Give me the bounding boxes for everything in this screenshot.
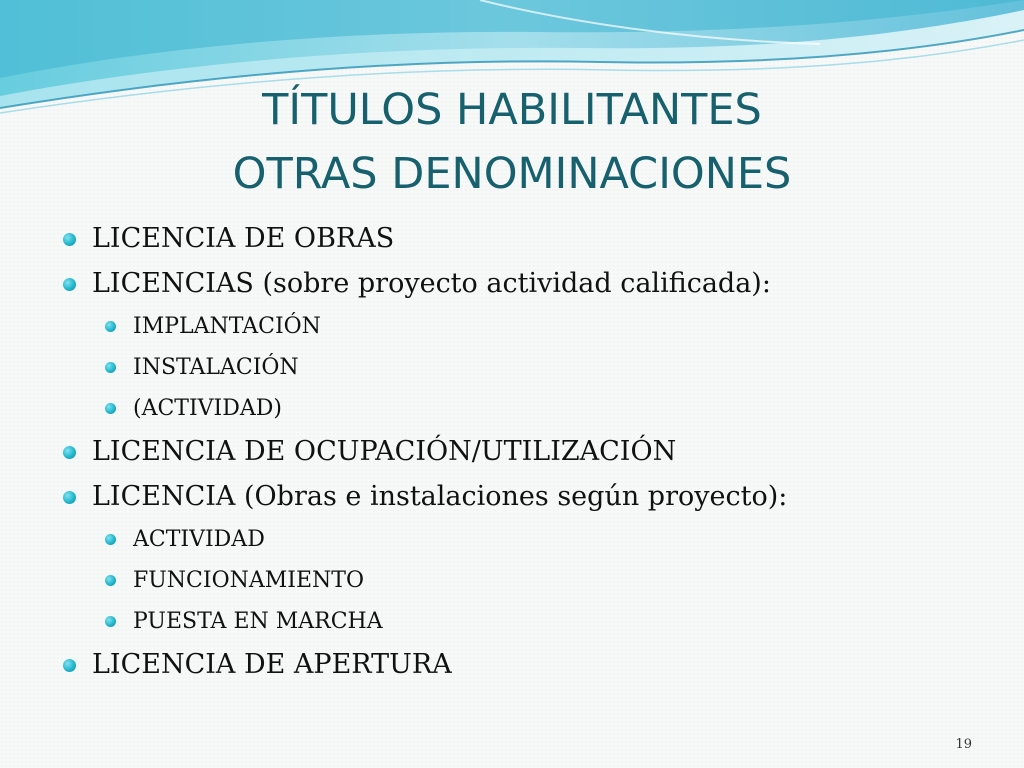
sub-list-item: [60, 560, 1000, 601]
sub-list-item: [60, 601, 1000, 642]
list-item: [60, 261, 1000, 306]
sub-list-item-text: INSTALACIÓN: [133, 355, 299, 380]
page-number: 19: [955, 737, 972, 752]
list-item-text: LICENCIA DE OBRAS: [92, 223, 395, 254]
bullet-icon: [105, 616, 116, 627]
list-item: [60, 642, 1000, 687]
sub-list-item: [60, 306, 1000, 347]
title-line-2: OTRAS DENOMINACIONES: [232, 149, 792, 199]
bullet-icon: [63, 278, 76, 291]
bullet-icon: [105, 321, 116, 332]
sub-list-item-text: ACTIVIDAD: [133, 527, 265, 552]
sub-list-item: [60, 347, 1000, 388]
slide-title: [0, 78, 1024, 206]
sub-list-item-text: PUESTA EN MARCHA: [133, 609, 383, 634]
bullet-icon: [105, 534, 116, 545]
sub-list-item-text: (ACTIVIDAD): [133, 396, 282, 421]
bullet-icon: [105, 362, 116, 373]
list-item-text: LICENCIA DE APERTURA: [92, 649, 452, 680]
bullet-icon: [63, 446, 76, 459]
list-item-text: LICENCIA (Obras e instalaciones según proyecto):: [92, 481, 788, 512]
list-item: [60, 429, 1000, 474]
list-item-text: LICENCIA DE OCUPACIÓN/UTILIZACIÓN: [92, 436, 677, 467]
bullet-icon: [63, 491, 76, 504]
sub-list-item-text: FUNCIONAMIENTO: [133, 568, 364, 593]
title-line-1: TÍTULOS HABILITANTES: [262, 85, 762, 135]
list-item-text: LICENCIAS (sobre proyecto actividad calificada):: [92, 268, 771, 299]
bullet-icon: [63, 659, 76, 672]
list-item: [60, 474, 1000, 519]
bullet-list: [60, 216, 1000, 687]
list-item: [60, 216, 1000, 261]
sub-list-item: [60, 388, 1000, 429]
bullet-icon: [63, 233, 76, 246]
sub-list-item: [60, 519, 1000, 560]
sub-list-item-text: IMPLANTACIÓN: [133, 314, 321, 339]
bullet-icon: [105, 575, 116, 586]
bullet-icon: [105, 403, 116, 414]
